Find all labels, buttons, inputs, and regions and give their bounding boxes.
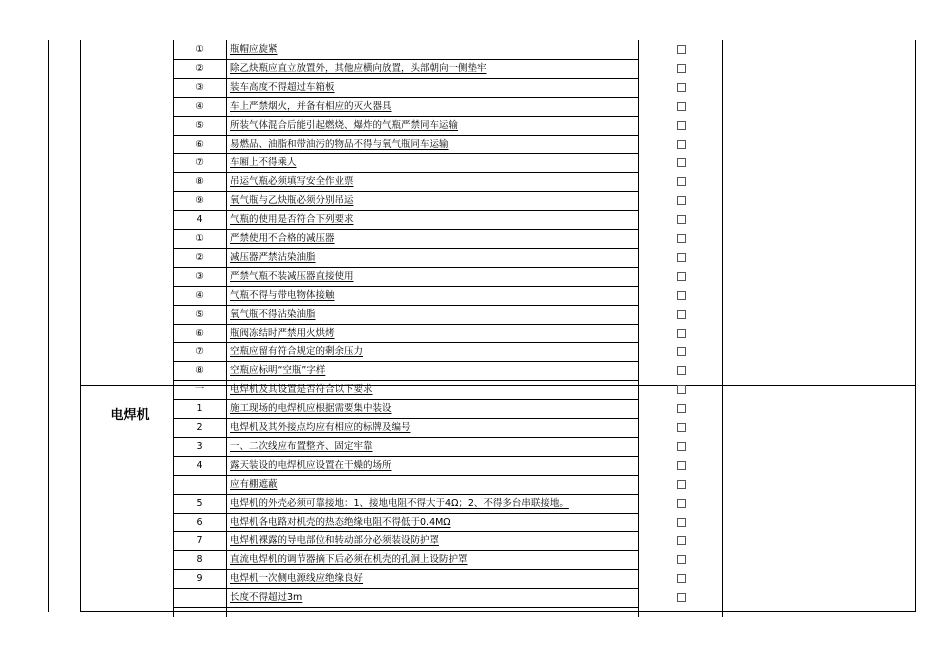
row-number: 6 bbox=[196, 516, 203, 528]
row-item-text: 空瓶应标明“空瓶”字样 bbox=[230, 365, 326, 377]
row-number: ⑧ bbox=[195, 176, 204, 188]
row-checkbox[interactable] bbox=[677, 83, 686, 92]
row-checkbox[interactable] bbox=[677, 480, 686, 489]
row-checkbox[interactable] bbox=[677, 140, 686, 149]
row-item-text: 装车高度不得超过车箱板 bbox=[230, 81, 335, 93]
row-checkbox[interactable] bbox=[677, 536, 686, 545]
row-number: 1 bbox=[196, 403, 203, 415]
row-number: ① bbox=[195, 44, 204, 55]
row-checkbox[interactable] bbox=[677, 215, 686, 224]
row-item-text: 除乙炔瓶应直立放置外，其他应横向放置，头部朝向一侧垫牢 bbox=[230, 62, 487, 74]
category-label: 电焊机 bbox=[110, 408, 150, 423]
row-checkbox[interactable] bbox=[677, 442, 686, 451]
row-item-text: 车上严禁烟火，并备有相应的灭火器具 bbox=[230, 100, 392, 112]
row-item-text: 直流电焊机的调节器摘下后必须在机壳的孔洞上设防护罩 bbox=[230, 554, 468, 566]
row-item-text: 电焊机及其设置是否符合以下要求 bbox=[230, 384, 373, 396]
row-checkbox[interactable] bbox=[677, 518, 686, 527]
row-item-text: 瓶阀冻结时严禁用火烘烤 bbox=[230, 327, 335, 339]
row-checkbox[interactable] bbox=[677, 234, 686, 243]
row-checkbox[interactable] bbox=[677, 158, 686, 167]
row-checkbox[interactable] bbox=[677, 499, 686, 508]
row-item-text: 减压器严禁沾染油脂 bbox=[230, 251, 316, 263]
row-item-text: 氧气瓶不得沾染油脂 bbox=[230, 308, 316, 320]
row-number: ⑤ bbox=[195, 308, 204, 320]
row-number: ③ bbox=[195, 270, 204, 282]
row-number: ⑦ bbox=[195, 346, 204, 358]
row-number: 4 bbox=[196, 459, 203, 471]
row-number: ④ bbox=[195, 100, 204, 112]
row-number: 一 bbox=[194, 384, 205, 396]
row-number: ⑥ bbox=[195, 138, 204, 150]
row-number: 5 bbox=[196, 497, 203, 509]
row-checkbox[interactable] bbox=[677, 64, 686, 73]
row-checkbox[interactable] bbox=[677, 555, 686, 564]
row-number: ② bbox=[195, 251, 204, 263]
row-item-text: 露天装设的电焊机应设置在干燥的场所 bbox=[230, 459, 392, 471]
row-number: ⑧ bbox=[195, 365, 204, 377]
row-checkbox[interactable] bbox=[677, 423, 686, 432]
row-item-text: 所装气体混合后能引起燃烧、爆炸的气瓶严禁同车运输 bbox=[230, 119, 459, 131]
row-checkbox[interactable] bbox=[677, 177, 686, 186]
row-number: ⑨ bbox=[195, 195, 204, 207]
row-item-text: 电焊机各电路对机壳的热态绝缘电阻不得低于0.4MΩ bbox=[230, 516, 451, 528]
row-number: ⑦ bbox=[195, 157, 204, 169]
row-number: ① bbox=[195, 233, 204, 244]
row-number: ⑤ bbox=[195, 119, 204, 131]
row-item-text: 严禁气瓶不装减压器直接使用 bbox=[230, 270, 354, 282]
row-item-text: 气瓶不得与带电物体接触 bbox=[230, 289, 335, 301]
row-checkbox[interactable] bbox=[677, 385, 686, 394]
row-checkbox[interactable] bbox=[677, 291, 686, 300]
row-item-text: 氧气瓶与乙炔瓶必须分别吊运 bbox=[230, 195, 354, 207]
row-number: 3 bbox=[196, 440, 203, 452]
row-number: ④ bbox=[195, 289, 204, 301]
row-number: 9 bbox=[196, 573, 203, 585]
row-separator bbox=[173, 607, 639, 608]
outer-left-border bbox=[48, 40, 49, 612]
row-checkbox[interactable] bbox=[677, 121, 686, 130]
row-checkbox[interactable] bbox=[677, 404, 686, 413]
row-checkbox[interactable] bbox=[677, 196, 686, 205]
row-item-text: 电焊机裸露的导电部位和转动部分必须装设防护罩 bbox=[230, 535, 440, 547]
row-number: ② bbox=[195, 62, 204, 74]
row-checkbox[interactable] bbox=[677, 102, 686, 111]
row-item-text: 长度不得超过3m bbox=[230, 592, 303, 604]
row-item-text: 易燃品、油脂和带油污的物品不得与氧气瓶同车运输 bbox=[230, 138, 449, 150]
row-number: 8 bbox=[196, 554, 203, 566]
row-item-text: 电焊机一次侧电源线应绝缘良好 bbox=[230, 573, 364, 585]
row-checkbox[interactable] bbox=[677, 574, 686, 583]
row-checkbox[interactable] bbox=[677, 45, 686, 54]
row-item-text: 电焊机及其外接点均应有相应的标牌及编号 bbox=[230, 422, 411, 433]
outer-right-border bbox=[915, 40, 916, 612]
row-number: 2 bbox=[196, 422, 203, 433]
row-number: 7 bbox=[196, 535, 203, 547]
row-number: ③ bbox=[195, 81, 204, 93]
row-item-text: 气瓶的使用是否符合下列要求 bbox=[230, 214, 354, 226]
check-column-right-border bbox=[722, 40, 723, 617]
row-checkbox[interactable] bbox=[677, 329, 686, 338]
row-item-text: 吊运气瓶必须填写安全作业票 bbox=[230, 176, 354, 188]
row-checkbox[interactable] bbox=[677, 461, 686, 470]
row-checkbox[interactable] bbox=[677, 366, 686, 375]
row-checkbox[interactable] bbox=[677, 253, 686, 262]
row-number: 4 bbox=[196, 214, 203, 226]
row-item-text: 一、二次线应布置整齐、固定牢靠 bbox=[230, 440, 373, 452]
row-checkbox[interactable] bbox=[677, 310, 686, 319]
row-number: ⑥ bbox=[195, 327, 204, 339]
row-checkbox[interactable] bbox=[677, 272, 686, 281]
category-column-left-border bbox=[80, 40, 81, 612]
row-checkbox[interactable] bbox=[677, 347, 686, 356]
row-item-text: 空瓶应留有符合规定的剩余压力 bbox=[230, 346, 364, 358]
table-bottom-border bbox=[80, 611, 916, 612]
row-item-text: 施工现场的电焊机应根据需要集中装设 bbox=[230, 403, 392, 415]
row-item-text: 瓶帽应旋紧 bbox=[230, 44, 278, 55]
row-checkbox[interactable] bbox=[677, 593, 686, 602]
row-item-text: 应有棚遮蔽 bbox=[230, 478, 278, 490]
row-item-text: 车厢上不得乘人 bbox=[230, 157, 297, 169]
row-item-text: 电焊机的外壳必须可靠接地：1、接地电阻不得大于4Ω；2、不得多台串联接地。 bbox=[230, 497, 569, 509]
row-item-text: 严禁使用不合格的减压器 bbox=[230, 233, 335, 244]
